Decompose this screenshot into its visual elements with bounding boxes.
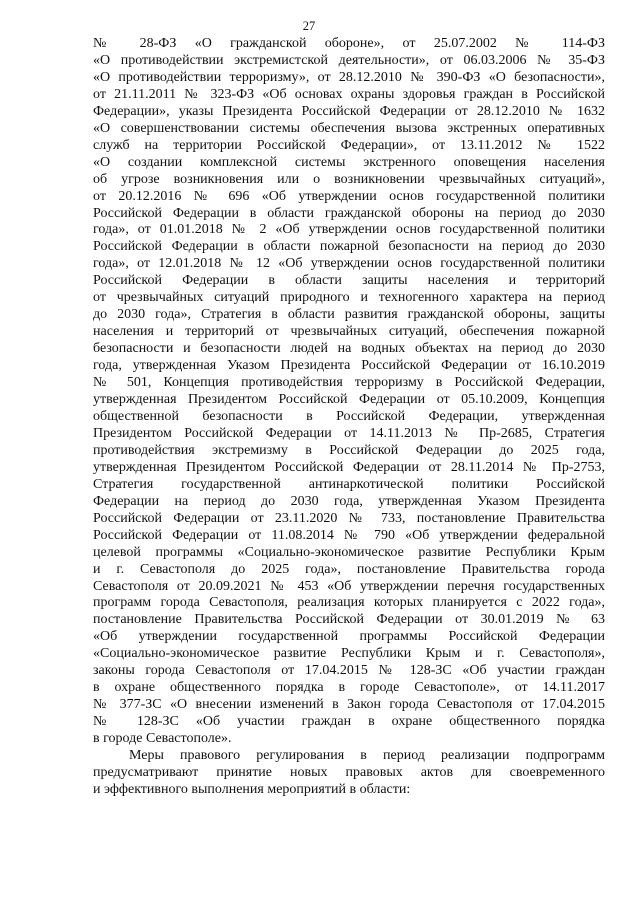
text-line: от чрезвычайных ситуаций природного и техногенного характера на период	[93, 290, 605, 306]
text-line: «О совершенствовании системы обеспечения вызова экстренных оперативных	[93, 120, 605, 136]
text-line: предусматривают принятие новых правовых актов для своевременного	[93, 764, 605, 780]
text-line: «О противодействии терроризму», от 28.12.2010 № 390-ФЗ «О безопасности»,	[93, 69, 605, 85]
text-line: Российской Федерации от 23.11.2020 № 733, постановление Правительства	[93, 510, 605, 526]
text-line: общественной безопасности в Российской Федерации, утвержденная	[93, 408, 605, 424]
text-line: Российской Федерации в области пожарной безопасности на период до 2030	[93, 239, 605, 255]
text-line: года», от 01.01.2018 № 2 «Об утверждении основ государственной политики	[93, 222, 605, 238]
text-line: постановление Правительства Российской Федерации от 30.01.2019 № 63	[93, 612, 605, 628]
text-line: в городе Севастополе».	[93, 731, 232, 747]
text-line: «О создании комплексной системы экстренного оповещения населения	[93, 154, 605, 170]
text-line: в охране общественного порядка в городе Севастополе», от 14.11.2017	[93, 680, 605, 696]
text-line: населения и территорий от чрезвычайных ситуаций, обеспечения пожарной	[93, 324, 605, 340]
text-line: Президентом Российской Федерации от 14.11.2013 № Пр-2685, Стратегия	[93, 425, 605, 441]
text-line: Севастополя от 20.09.2021 № 453 «Об утверждении перечня государственных	[93, 578, 605, 594]
text-line: Стратегия государственной антинаркотической политики Российской	[93, 476, 605, 492]
text-line: № 28-ФЗ «О гражданской обороне», от 25.07.2002 № 114-ФЗ	[93, 36, 605, 51]
paragraph-regulation-measures	[93, 748, 605, 799]
page-number: 27	[302, 19, 316, 33]
document-body	[93, 36, 605, 799]
text-line: года», от 12.01.2018 № 12 «Об утверждении основ государственной политики	[93, 256, 605, 272]
text-line: Федерации на период до 2030 года, утвержденная Указом Президента	[93, 493, 605, 509]
text-line: противодействия экстремизму в Российской Федерации до 2025 года,	[93, 442, 605, 458]
text-line: служб на территории Российской Федерации», от 13.11.2012 № 1522	[93, 137, 605, 153]
text-line: № 377-ЗС «О внесении изменений в Закон города Севастополя от 17.04.2015	[93, 697, 605, 713]
text-line: и г. Севастополя до 2025 года», постановление Правительства города	[93, 561, 605, 577]
text-line: Российской Федерации от 11.08.2014 № 790 «Об утверждении федеральной	[93, 527, 605, 543]
text-line: законы города Севастополя от 17.04.2015 № 128-ЗС «Об участии граждан	[93, 663, 605, 679]
text-line: до 2030 года», Стратегия в области развития гражданской обороны, защиты	[93, 307, 605, 323]
text-line: об угрозе возникновения или о возникновении чрезвычайных ситуаций»,	[93, 171, 605, 187]
text-line: «Социально-экономическое развитие Республики Крым и г. Севастополя»,	[93, 646, 605, 662]
text-line: Российской Федерации в области защиты населения и территорий	[93, 273, 605, 289]
text-line: целевой программы «Социально-экономическое развитие Республики Крым	[93, 544, 605, 560]
text-line: от 21.11.2011 № 323-ФЗ «Об основах охраны здоровья граждан в Российской	[93, 86, 605, 102]
text-line: безопасности и безопасности людей на водных объектах на период до 2030	[93, 341, 605, 357]
text-line: Российской Федерации в области гражданской обороны на период до 2030	[93, 205, 605, 221]
text-line: № 128-ЗС «Об участии граждан в охране общественного порядка	[93, 714, 605, 730]
paragraph-legal-acts	[93, 36, 605, 748]
text-line: года, утвержденная Указом Президента Российской Федерации от 16.10.2019	[93, 358, 605, 374]
text-line: утвержденная Президентом Российской Федерации от 05.10.2009, Концепция	[93, 392, 605, 408]
text-line: «Об утверждении государственной программы Российской Федерации	[93, 629, 605, 645]
text-line: Меры правового регулирования в период реализации подпрограмм	[129, 748, 605, 764]
text-line: и эффективного выполнения мероприятий в области:	[93, 781, 411, 797]
text-line: программ города Севастополя, реализация которых планируется с 2022 года»,	[93, 595, 605, 611]
text-line: «О противодействии экстремистской деятельности», от 06.03.2006 № 35-ФЗ	[93, 52, 605, 68]
text-line: от 20.12.2016 № 696 «Об утверждении основ государственной политики	[93, 188, 605, 204]
text-line: Федерации», указы Президента Российской Федерации от 28.12.2010 № 1632	[93, 103, 605, 119]
text-line: утвержденная Президентом Российской Федерации от 28.11.2014 № Пр-2753,	[93, 459, 605, 475]
text-line: № 501, Концепция противодействия терроризму в Российской Федерации,	[93, 375, 605, 391]
